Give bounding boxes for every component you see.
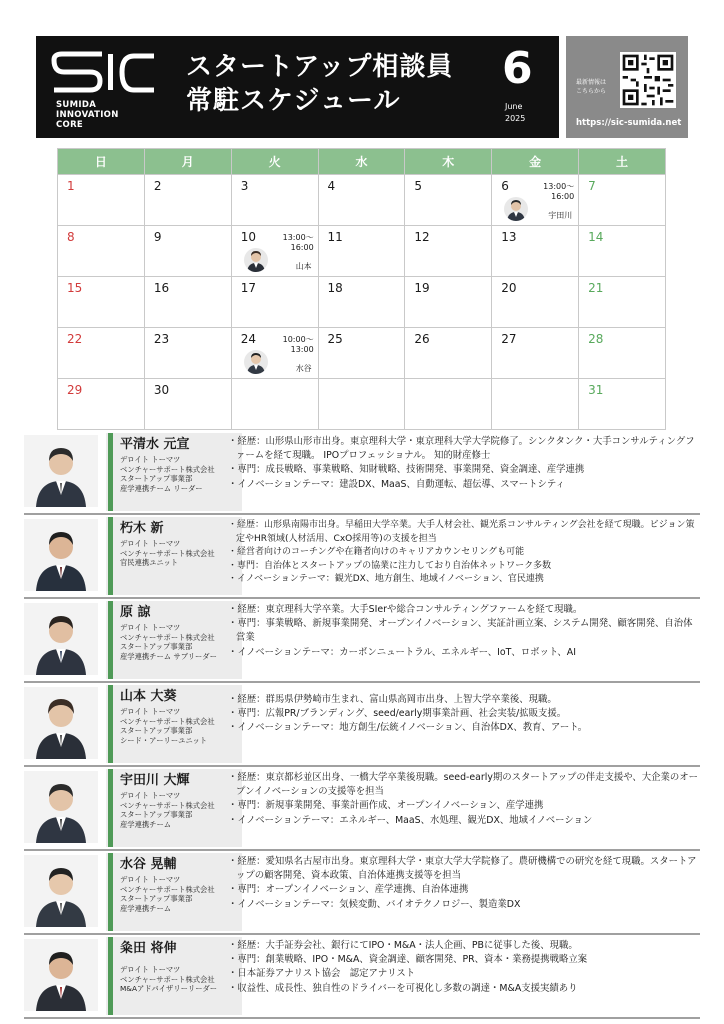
avatar <box>244 350 268 374</box>
member-description <box>228 435 700 492</box>
calendar-day[interactable] <box>231 175 318 226</box>
member-org: ベンチャーサポート株式会社 <box>120 800 215 810</box>
desc-item: ・ イノベーションテーマ：気候変動、バイオテクノロジー、製造業DX <box>228 898 700 912</box>
day-number: 13 <box>501 230 517 244</box>
shift-time-start: 13:00～ <box>543 182 575 191</box>
member-card <box>24 433 700 511</box>
month-number: 6 <box>502 43 533 94</box>
shift-staff-name: 山本 <box>295 262 312 271</box>
member-card <box>24 601 700 679</box>
member-name: 水谷 晃輔 <box>120 857 177 872</box>
accent-bar <box>108 769 113 847</box>
member-org: デロイト トーマツ <box>120 707 181 716</box>
day-number: 4 <box>327 179 336 193</box>
calendar-day[interactable] <box>579 175 666 226</box>
member-info <box>106 601 242 679</box>
calendar-day[interactable] <box>58 328 145 379</box>
title-line: スタートアップ相談員 <box>186 52 454 82</box>
header-banner <box>36 36 559 138</box>
shift-time <box>283 233 314 253</box>
desc-item: ・ 専門：オープンイノベーション、産学連携、自治体連携 <box>228 883 700 897</box>
member-description <box>228 855 700 912</box>
calendar-day[interactable] <box>58 226 145 277</box>
member-org: スタートアップ事業部 <box>120 474 193 484</box>
weekday-header: 月 <box>144 149 231 175</box>
accent-bar <box>108 853 113 931</box>
calendar-day-empty <box>405 379 492 430</box>
logo-sub-line: CORE <box>56 120 84 130</box>
day-number: 27 <box>501 332 517 346</box>
day-number: 26 <box>414 332 430 346</box>
desc-item: ・ 経歴：山形県山形市出身。東京理科大学・東京理科大学大学院修了。シンクタンク・大手コンサルティングファームを経て現職。 IPOプロフェッショナル。 知的財産修士 <box>228 435 700 463</box>
member-photo <box>24 435 98 507</box>
member-org: ベンチャーサポート株式会社 <box>120 464 215 474</box>
logo-subtitle <box>56 100 119 130</box>
day-number: 1 <box>67 179 75 193</box>
desc-item: ・ イノベーションテーマ：観光DX、地方創生、地域イノベーション、官民連携 <box>228 573 700 587</box>
desc-item: ・ イノベーションテーマ：建設DX、MaaS、自動運転、超伝導、スマートシティ <box>228 478 700 492</box>
day-number: 8 <box>67 230 75 244</box>
desc-item: ・ イノベーションテーマ：地方創生/伝統イノベーション、自治体DX、教育、アート。 <box>228 721 700 735</box>
desc-item: ・ 経歴：愛知県名古屋市出身。東京理科大学・東京大学大学院修了。農研機構での研究を経て現職。スタートアップの顧客開発、資本政策、自治体連携支援等を担当 <box>228 855 700 883</box>
calendar-day[interactable] <box>579 277 666 328</box>
calendar-week <box>58 379 666 430</box>
calendar-day[interactable] <box>144 277 231 328</box>
weekday-header: 火 <box>231 149 318 175</box>
member-card <box>24 517 700 595</box>
day-number: 9 <box>153 230 162 244</box>
desc-item: ・ 日本証券アナリスト協会 認定アナリスト <box>228 967 700 981</box>
weekday-header: 日 <box>58 149 145 175</box>
member-info <box>106 433 242 511</box>
sic-logo[interactable] <box>50 50 190 130</box>
day-number: 29 <box>67 383 83 397</box>
member-name: 粂田 将伸 <box>120 941 177 956</box>
desc-item: ・ 収益性、成長性、独自性のドライバーを可視化し多数の調達・M&A支援実績あり <box>228 982 700 996</box>
qr-note-line: 最新情報は <box>576 79 607 86</box>
accent-bar <box>108 517 113 595</box>
member-card <box>24 937 700 1015</box>
day-number: 11 <box>327 230 343 244</box>
day-number: 28 <box>588 332 604 346</box>
qr-panel <box>566 36 688 138</box>
member-name: 宇田川 大輝 <box>120 773 190 788</box>
desc-item: ・ 経歴：東京理科大学卒業。大手SIerや総合コンサルティングファームを経て現職。 <box>228 603 700 617</box>
qr-note <box>576 78 606 96</box>
weekday-header: 木 <box>405 149 492 175</box>
avatar <box>504 197 528 221</box>
member-info <box>106 853 242 931</box>
calendar-day[interactable] <box>231 277 318 328</box>
desc-item: ・ 経歴：山形県南陽市出身。早稲田大学卒業。大手人材会社、観光系コンサルティング会社を経て現職。ビジョン策定やHR領域(人材活用、CxO採用等)の支援を担当 <box>228 519 700 546</box>
desc-item: ・ イノベーションテーマ：エネルギー、MaaS、水処理、観光DX、地域イノベーション <box>228 814 700 828</box>
desc-item: ・ 専門：新規事業開発、事業計画作成、オープンイノベーション、産学連携 <box>228 799 700 813</box>
member-photo <box>24 939 98 1011</box>
member-info <box>106 685 242 763</box>
title-line: 常駐スケジュール <box>186 86 401 116</box>
day-number: 19 <box>414 281 430 295</box>
calendar-day-with-shift[interactable] <box>231 226 318 277</box>
member-org: デロイト トーマツ <box>120 539 181 548</box>
month-name: June <box>505 102 523 111</box>
weekday-header: 水 <box>318 149 405 175</box>
desc-item: ・ 専門：自治体とスタートアップの協業に注力しており自治体ネットワーク多数 <box>228 560 700 574</box>
day-number: 21 <box>588 281 604 295</box>
shift-staff-name: 水谷 <box>295 364 312 373</box>
member-org: ベンチャーサポート株式会社 <box>120 884 215 894</box>
member-org: 産学連携チーム サブリーダー <box>120 651 217 661</box>
member-org: M&Aアドバイザリーリーダー <box>120 984 218 994</box>
member-org: デロイト トーマツ <box>120 965 181 974</box>
desc-item: ・ 専門：広報PR/ブランディング、seed/early期事業計画、社会実装/拡販支援。 <box>228 707 700 721</box>
page-title <box>186 50 453 118</box>
day-number: 6 <box>501 179 509 193</box>
member-description <box>228 939 700 996</box>
calendar-day[interactable] <box>318 226 405 277</box>
member-info <box>106 517 242 595</box>
member-name: 平清水 元宣 <box>120 437 190 452</box>
calendar-day[interactable] <box>579 226 666 277</box>
shift-time-end: 16:00 <box>551 192 575 201</box>
member-org: 産学連携チーム <box>120 819 172 829</box>
day-number: 7 <box>588 179 596 193</box>
desc-item: ・ 経営者向けのコーチングや在籍者向けのキャリアカウンセリングも可能 <box>228 546 700 560</box>
member-info <box>106 937 242 1015</box>
weekday-header-row <box>58 149 666 175</box>
day-number: 3 <box>240 179 249 193</box>
member-org: スタートアップ事業部 <box>120 810 193 820</box>
member-org: ベンチャーサポート株式会社 <box>120 974 215 984</box>
calendar-day[interactable] <box>405 175 492 226</box>
member-photo <box>24 603 98 675</box>
calendar-day[interactable] <box>144 379 231 430</box>
day-number: 30 <box>153 383 170 397</box>
calendar-day[interactable] <box>58 379 145 430</box>
calendar-day[interactable] <box>144 175 231 226</box>
shift-time-start: 10:00～ <box>282 335 314 344</box>
member-photo <box>24 687 98 759</box>
day-number: 2 <box>153 179 162 193</box>
shift-entry <box>236 331 316 377</box>
calendar-day[interactable] <box>405 226 492 277</box>
calendar-day[interactable] <box>144 226 231 277</box>
desc-item: ・ 経歴：群馬県伊勢崎市生まれ、富山県高岡市出身、上智大学卒業後、現職。 <box>228 693 700 707</box>
member-card <box>24 685 700 763</box>
day-number: 15 <box>67 281 83 295</box>
calendar-week <box>58 277 666 328</box>
member-photo <box>24 771 98 843</box>
desc-item: ・ 経歴：大手証券会社、銀行にてIPO・M&A・法人企画、PBに従事した後、現職。 <box>228 939 700 953</box>
shift-time <box>283 335 314 355</box>
member-description <box>228 771 700 828</box>
member-card <box>24 769 700 847</box>
member-description <box>228 693 700 736</box>
day-number: 5 <box>414 179 423 193</box>
calendar-week <box>58 328 666 379</box>
weekday-header: 金 <box>492 149 579 175</box>
member-name: 朽木 新 <box>120 521 164 536</box>
member-description <box>228 519 700 587</box>
accent-bar <box>108 937 113 1015</box>
member-org: スタートアップ事業部 <box>120 726 193 736</box>
logo-sub-line: SUMIDA <box>56 100 97 110</box>
member-info <box>106 769 242 847</box>
weekday-header: 土 <box>579 149 666 175</box>
member-org: デロイト トーマツ <box>120 623 181 632</box>
day-number: 23 <box>153 332 170 346</box>
desc-item: ・ 専門：創業戦略、IPO・M&A、資金調達、顧客開発、PR、資本・業務提携戦略立案 <box>228 953 700 967</box>
day-number: 12 <box>414 230 430 244</box>
day-number: 18 <box>327 281 343 295</box>
member-org: スタートアップ事業部 <box>120 894 193 904</box>
member-list <box>24 433 700 1021</box>
site-url-link[interactable]: https://sic-sumida.net <box>576 118 682 128</box>
avatar <box>244 248 268 272</box>
desc-item: ・ 専門：成長戦略、事業戦略、知財戦略、技術開発、事業開発、資金調達、産学連携 <box>228 463 700 477</box>
member-org: 産学連携チーム リーダー <box>120 483 203 493</box>
calendar-day[interactable] <box>144 328 231 379</box>
sic-logo-mark <box>50 50 180 98</box>
member-name: 山本 大葵 <box>120 689 177 704</box>
member-org: ベンチャーサポート株式会社 <box>120 632 215 642</box>
calendar-day[interactable] <box>579 328 666 379</box>
day-number: 24 <box>240 332 256 346</box>
desc-item: ・ イノベーションテーマ：カーボンニュートラル、エネルギー、IoT、ロボット、AI <box>228 646 700 660</box>
shift-time-end: 13:00 <box>290 345 314 354</box>
calendar-day[interactable] <box>318 277 405 328</box>
member-org: ベンチャーサポート株式会社 <box>120 548 215 558</box>
shift-entry <box>496 178 576 224</box>
calendar-day-empty <box>231 379 318 430</box>
calendar-day[interactable] <box>492 328 579 379</box>
day-number: 10 <box>240 230 256 244</box>
calendar-day-empty <box>318 379 405 430</box>
member-photo <box>24 855 98 927</box>
shift-staff-name: 宇田川 <box>548 211 573 220</box>
calendar-day-with-shift[interactable] <box>231 328 318 379</box>
member-org: 官民連携ユニット <box>120 558 179 568</box>
member-org: デロイト トーマツ <box>120 791 181 800</box>
day-number: 17 <box>240 281 256 295</box>
logo-sub-line: INNOVATION <box>56 110 119 120</box>
calendar-day[interactable] <box>318 328 405 379</box>
day-number: 31 <box>588 383 604 397</box>
calendar-day[interactable] <box>579 379 666 430</box>
accent-bar <box>108 685 113 763</box>
calendar-day[interactable] <box>58 175 145 226</box>
qr-code-icon[interactable] <box>620 52 676 108</box>
day-number: 16 <box>153 281 170 295</box>
desc-item: ・ 専門：事業戦略、新規事業開発、オープンイノベーション、実証計画立案、システム開発、顧客開発、自治体営業 <box>228 617 700 645</box>
calendar-day[interactable] <box>492 277 579 328</box>
calendar-day[interactable] <box>405 277 492 328</box>
calendar-day[interactable] <box>58 277 145 328</box>
schedule-calendar <box>57 148 666 430</box>
member-org: デロイト トーマツ <box>120 875 181 884</box>
day-number: 14 <box>588 230 604 244</box>
calendar-week <box>58 226 666 277</box>
calendar-day-empty <box>492 379 579 430</box>
shift-time-end: 16:00 <box>290 243 314 252</box>
day-number: 20 <box>501 281 517 295</box>
day-number: 22 <box>67 332 83 346</box>
calendar-day[interactable] <box>492 226 579 277</box>
member-photo <box>24 519 98 591</box>
member-org: デロイト トーマツ <box>120 455 181 464</box>
shift-entry <box>236 229 316 275</box>
qr-note-line: こちらから <box>576 88 607 95</box>
shift-time <box>543 182 574 202</box>
accent-bar <box>108 601 113 679</box>
member-org: ベンチャーサポート株式会社 <box>120 716 215 726</box>
member-description <box>228 603 700 660</box>
member-name: 原 諒 <box>120 605 151 620</box>
member-card <box>24 853 700 931</box>
member-org: 産学連携チーム <box>120 903 172 913</box>
accent-bar <box>108 433 113 511</box>
calendar-day-with-shift[interactable] <box>492 175 579 226</box>
calendar-day[interactable] <box>318 175 405 226</box>
calendar-week <box>58 175 666 226</box>
member-org: スタートアップ事業部 <box>120 642 193 652</box>
shift-time-start: 13:00～ <box>282 233 314 242</box>
calendar-day[interactable] <box>405 328 492 379</box>
member-org: シード・アーリーユニット <box>120 735 208 745</box>
day-number: 25 <box>327 332 343 346</box>
desc-item: ・ 経歴：東京都杉並区出身、一橋大学卒業後現職。seed-early期のスタートアップの伴走支援や、大企業のオープンイノベーションの支援等を担当 <box>228 771 700 799</box>
year: 2025 <box>505 114 526 123</box>
